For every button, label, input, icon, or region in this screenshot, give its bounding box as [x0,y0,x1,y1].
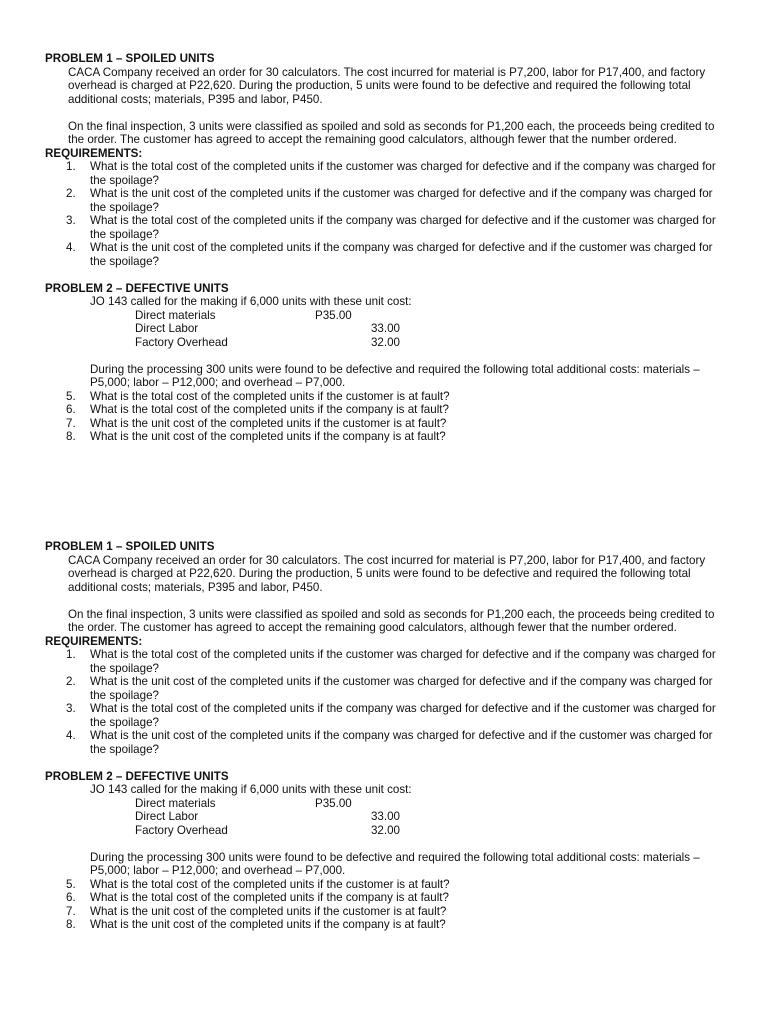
list-item: 2. What is the unit cost of the completed units if the customer was charged for defective and if the company was charged for the spoilage? [66,187,713,214]
problem-2-title: PROBLEM 2 – DEFECTIVE UNITS [45,769,229,783]
problem-2-intro: JO 143 called for the making if 6,000 units with these unit cost: [90,783,412,796]
cost-row: Factory Overhead 32.00 [135,335,400,349]
problem-1-paragraph-2: On the final inspection, 3 units were classified as spoiled and sold as seconds for P1,200 each, the proceeds being credited to the order. The customer has agreed to accept the remaining good calculators, although fewer that the number ordered. [68,607,715,634]
list-item: 7. What is the unit cost of the completed units if the customer is at fault? [66,416,447,430]
list-item: 8. What is the unit cost of the completed units if the company is at fault? [66,918,446,931]
cost-row: Factory Overhead 32.00 [135,823,400,837]
cost-row: Direct materials P35.00 [135,308,352,322]
list-item: 3. What is the total cost of the completed units if the company was charged for defective and if the customer was charged for the spoilage? [66,702,716,729]
list-item: 7. What is the unit cost of the completed units if the customer is at fault? [66,904,447,918]
list-item: 3. What is the total cost of the completed units if the company was charged for defective and if the customer was charged for the spoilage? [66,214,716,241]
list-item: 1. What is the total cost of the completed units if the customer was charged for defective and if the company was charged for the spoilage? [66,648,716,675]
list-item: 5. What is the total cost of the completed units if the customer is at fault? [66,877,450,891]
problem-1-paragraph-1: CACA Company received an order for 30 calculators. The cost incurred for material is P7,200, labor for P17,400, and factory overhead is charged at P22,620. During the production, 5 units were found to be defective and required the following total additional costs; materials, P395 and labor, P450. [68,65,706,106]
list-item: 8. What is the unit cost of the completed units if the company is at fault? [66,430,446,443]
problem-2-paragraph: During the processing 300 units were found to be defective and required the following total additional costs: materials – P5,000; labor – P12,000; and overhead – P7,000. [90,850,700,877]
list-item: 4. What is the unit cost of the completed units if the company was charged for defective and if the customer was charged for the spoilage? [66,241,713,268]
list-item: 5. What is the total cost of the completed units if the customer is at fault? [66,389,450,403]
problem-1-title: PROBLEM 1 – SPOILED UNITS [45,52,215,65]
questions-list [45,878,725,932]
requirements-label: REQUIREMENTS: [45,634,143,648]
list-item: 4. What is the unit cost of the completed units if the company was charged for defective and if the customer was charged for the spoilage? [66,729,713,756]
list-item: 1. What is the total cost of the completed units if the customer was charged for defective and if the company was charged for the spoilage? [66,160,716,187]
problem-2-paragraph: During the processing 300 units were found to be defective and required the following total additional costs: materials – P5,000; labor – P12,000; and overhead – P7,000. [90,362,700,389]
problem-1-title: PROBLEM 1 – SPOILED UNITS [45,540,215,553]
problem-1-paragraph-1: CACA Company received an order for 30 calculators. The cost incurred for material is P7,200, labor for P17,400, and factory overhead is charged at P22,620. During the production, 5 units were found to be defective and required the following total additional costs; materials, P395 and labor, P450. [68,553,706,594]
problem-1-paragraph-2: On the final inspection, 3 units were classified as spoiled and sold as seconds for P1,200 each, the proceeds being credited to the order. The customer has agreed to accept the remaining good calculators, although fewer that the number ordered. [68,119,715,146]
requirements-list [45,160,725,268]
requirements-label: REQUIREMENTS: [45,146,143,160]
questions-list [45,390,725,444]
list-item: 6. What is the total cost of the completed units if the company is at fault? [66,403,449,416]
cost-row: Direct materials P35.00 [135,796,352,810]
list-item: 6. What is the total cost of the completed units if the company is at fault? [66,891,449,904]
list-item: 2. What is the unit cost of the completed units if the customer was charged for defective and if the company was charged for the spoilage? [66,675,713,702]
cost-row: Direct Labor 33.00 [135,322,400,335]
document-block-2 [45,540,725,932]
requirements-list [45,648,725,756]
cost-row: Direct Labor 33.00 [135,810,400,823]
problem-2-intro: JO 143 called for the making if 6,000 units with these unit cost: [90,295,412,308]
problem-2-title: PROBLEM 2 – DEFECTIVE UNITS [45,281,229,295]
document-block-1 [45,52,725,444]
